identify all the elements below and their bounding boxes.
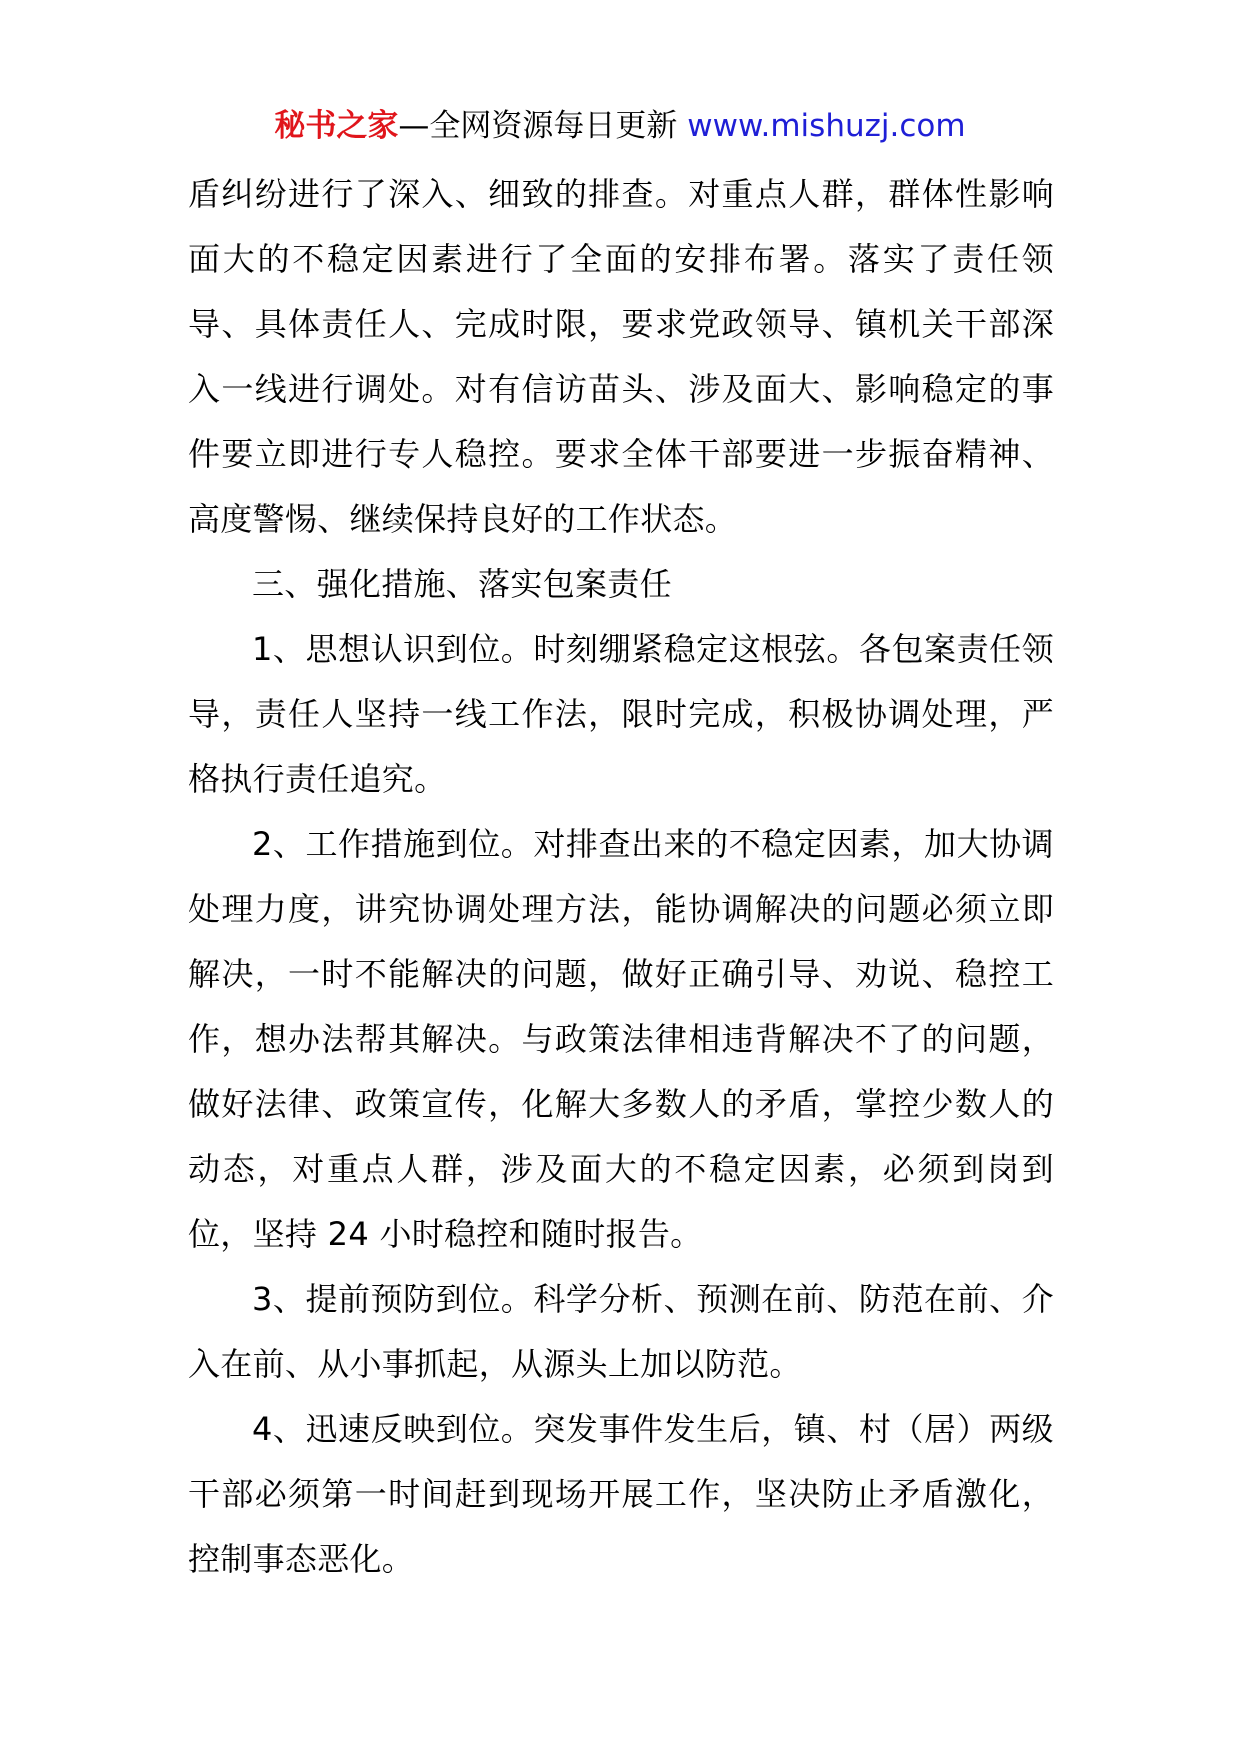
site-url-link[interactable]: www.mishuzj.com (687, 108, 966, 144)
header-slogan: —全网资源每日更新 (398, 108, 678, 144)
paragraph-continued: 盾纠纷进行了深入、细致的排查。对重点人群，群体性影响面大的不稳定因素进行了全面的安排布署。落实了责任领导、具体责任人、完成时限，要求党政领导、镇机关干部深入一线进行调处。对有信访苗头、涉及面大、影响稳定的事件要立即进行专人稳控。要求全体干部要进一步振奋精神、高度警惕、继续保持良好的工作状态。 (188, 175, 1054, 538)
brand-name: 秘书之家 (274, 108, 399, 144)
paragraph-item-2: 2、工作措施到位。对排查出来的不稳定因素，加大协调处理力度，讲究协调处理方法，能协调解决的问题必须立即解决，一时不能解决的问题，做好正确引导、劝说、稳控工作，想办法帮其解决。与政策法律相违背解决不了的问题，做好法律、政策宣传，化解大多数人的矛盾，掌控少数人的动态，对重点人群，涉及面大的不稳定因素，必须到岗到位，坚持 24 小时稳控和随时报告。 (188, 825, 1054, 1253)
paragraph-item-1: 1、思想认识到位。时刻绷紧稳定这根弦。各包案责任领导，责任人坚持一线工作法，限时完成，积极协调处理，严格执行责任追究。 (188, 630, 1054, 798)
document-body (188, 162, 1054, 1592)
paragraph-item-3: 3、提前预防到位。科学分析、预测在前、防范在前、介入在前、从小事抓起，从源头上加以防范。 (188, 1280, 1054, 1383)
section-heading: 三、强化措施、落实包案责任 (252, 565, 672, 603)
paragraph-item-4: 4、迅速反映到位。突发事件发生后，镇、村（居）两级干部必须第一时间赶到现场开展工作，坚决防止矛盾激化，控制事态恶化。 (188, 1410, 1054, 1578)
site-header (0, 104, 1240, 148)
